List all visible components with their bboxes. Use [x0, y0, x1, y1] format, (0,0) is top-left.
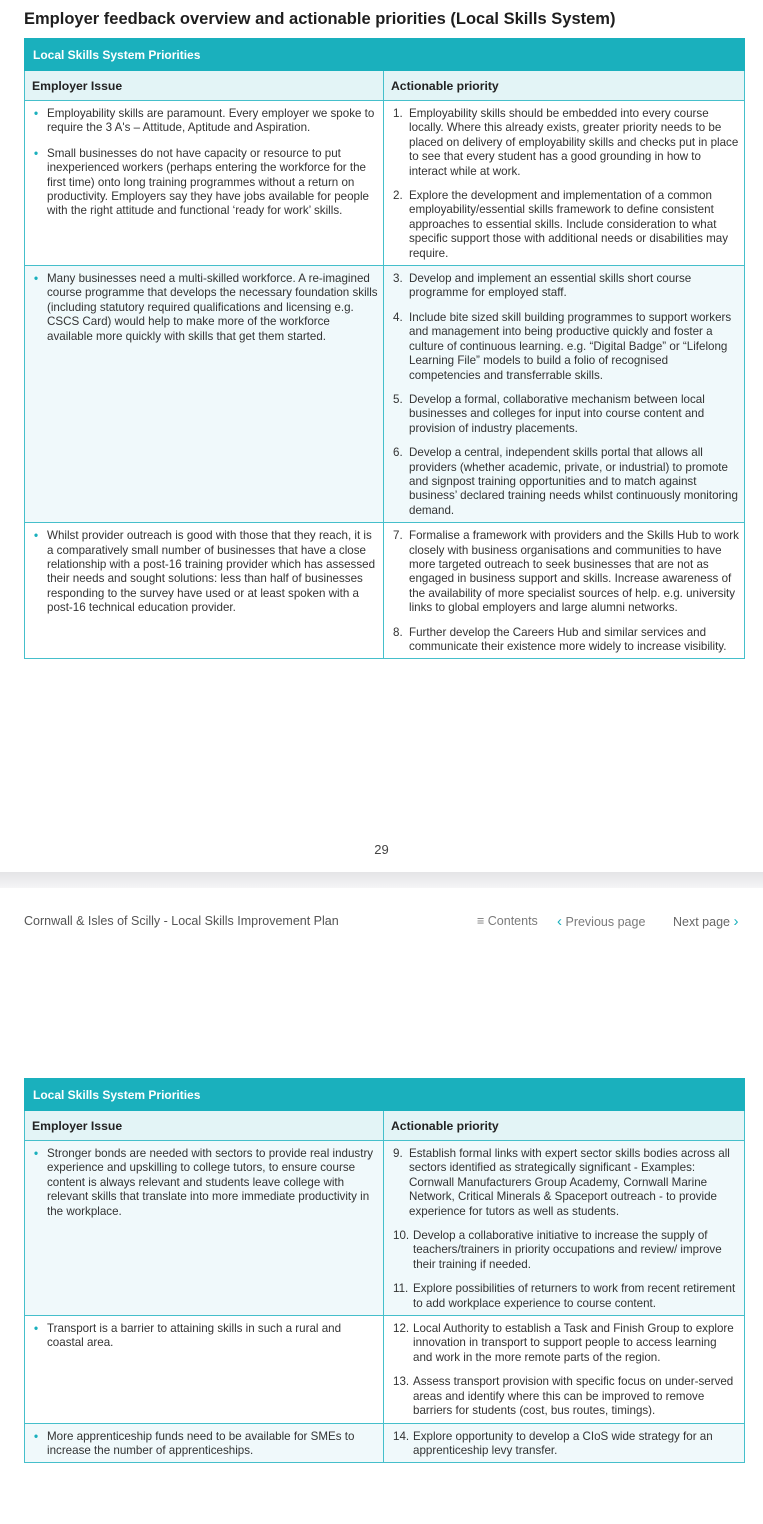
- chevron-left-icon: ‹: [557, 913, 562, 930]
- chevron-right-icon: ›: [733, 913, 739, 930]
- column-header-employer-issue: Employer Issue: [25, 1111, 384, 1141]
- priority-item: 9. Establish formal links with expert sector skills bodies across all sectors identified as strategically significant - Examples: Cornwall Manufacturers Group Academy, Cornwall Marine Network, Critical Minerals & Spaceport outreach - to provide experience for tutors as well as students.: [393, 1147, 730, 1218]
- column-header-actionable-priority: Actionable priority: [384, 1111, 745, 1141]
- priority-item: 7. Formalise a framework with providers and the Skills Hub to work closely with business organisations and communities to have more targeted outreach to seek businesses that are not as engaged in business support and skills. Increase awareness of the availability of more specialist sources of help. e.g. university links to global employers and large alumni networks.: [393, 529, 739, 615]
- next-page-link[interactable]: Next page ›: [673, 913, 739, 930]
- previous-page-link[interactable]: ‹ Previous page: [557, 913, 646, 930]
- priority-cell: [384, 266, 745, 523]
- table-row: [25, 1423, 745, 1463]
- table-row: [25, 1316, 745, 1423]
- column-header-actionable-priority: Actionable priority: [384, 71, 745, 101]
- issue-item: • Employability skills are paramount. Every employer we spoke to require the 3 A's – Attitude, Aptitude and Aspiration.: [34, 107, 375, 135]
- issue-item: • More apprenticeship funds need to be available for SMEs to increase the number of apprenticeships.: [34, 1429, 355, 1457]
- bullet-icon: •: [34, 529, 39, 543]
- priority-item: 2. Explore the development and implementation of a common employability/essential skills framework to define consistent approaches to essential skills. Include consideration to what specific support those with additional needs or disabilities may require.: [393, 189, 728, 260]
- priority-item: 12. Local Authority to establish a Task and Finish Group to explore innovation in transport to support people to access learning and work in the more remote parts of the region.: [393, 1322, 734, 1364]
- priorities-table: [24, 1078, 745, 1463]
- bullet-icon: •: [34, 1322, 39, 1336]
- issue-item: • Small businesses do not have capacity or resource to put inexperienced workers (perhaps entering the workforce for the first time) onto long training programmes without a return on productivity. Employers say they have jobs available for people with the right attitude and functional ‘ready for work’ skills.: [34, 146, 370, 218]
- page-divider: [0, 872, 763, 888]
- priority-item: 14. Explore opportunity to develop a CIoS wide strategy for an apprenticeship levy transfer.: [393, 1429, 713, 1457]
- priorities-table: [24, 38, 745, 659]
- bullet-icon: •: [34, 272, 39, 286]
- issue-item: • Many businesses need a multi-skilled workforce. A re-imagined course programme that develops the necessary foundation skills (including statutory required qualifications and licensing e.g. CSCS Card) would help to make more of the workforce available more quickly with skills that get them started.: [34, 272, 378, 343]
- table-row: [25, 101, 745, 266]
- page-nav-bar: [0, 906, 763, 936]
- page-number: 29: [374, 842, 389, 857]
- issue-item: • Stronger bonds are needed with sectors to provide real industry experience and upskilling to college tutors, to ensure course content is always relevant and students leave college with relevant skills that translate into more immediate productivity in the workplace.: [34, 1147, 374, 1218]
- document-title: Cornwall & Isles of Scilly - Local Skills Improvement Plan: [24, 914, 339, 928]
- issue-cell: [25, 523, 384, 659]
- issue-cell: [25, 1316, 384, 1423]
- priority-item: 5. Develop a formal, collaborative mechanism between local businesses and colleges for input into course content and provision of industry placements.: [393, 392, 705, 435]
- priority-item: 1. Employability skills should be embedded into every course locally. Where this already exists, greater priority needs to be placed on delivery of employability skills and checks put in place to see that every student has a good grounding in how to interact while at work.: [393, 107, 739, 178]
- table-banner: Local Skills System Priorities: [25, 39, 745, 71]
- page-title: Employer feedback overview and actionable priorities (Local Skills System): [24, 10, 616, 28]
- issue-cell: [25, 1141, 384, 1316]
- priority-item: 8. Further develop the Careers Hub and similar services and communicate their existence more widely to increase visibility.: [393, 625, 727, 653]
- bullet-icon: •: [34, 1429, 39, 1443]
- priority-item: 6. Develop a central, independent skills portal that allows all providers (whether academic, private, or industrial) to promote and signpost training opportunities and to match against business’ declared training needs whilst continuously monitoring demand.: [393, 446, 738, 517]
- table-banner: Local Skills System Priorities: [25, 1079, 745, 1111]
- issue-cell: [25, 266, 384, 523]
- bullet-icon: •: [34, 146, 39, 160]
- table-row: [25, 523, 745, 659]
- column-header-employer-issue: Employer Issue: [25, 71, 384, 101]
- issue-cell: [25, 1423, 384, 1463]
- bullet-icon: •: [34, 1147, 39, 1160]
- priority-cell: [384, 101, 745, 266]
- table-row: [25, 1141, 745, 1316]
- issue-item: • Transport is a barrier to attaining skills in such a rural and coastal area.: [34, 1322, 342, 1350]
- priority-item: 13. Assess transport provision with specific focus on under-served areas and identify where this can be improved to remove barriers for students (cost, bus routes, timings).: [393, 1375, 734, 1418]
- priority-item: 4. Include bite sized skill building programmes to support workers and management into being productive quickly and foster a culture of continuous learning. e.g. “Digital Badge” or “Lifelong Learning File” models to build a folio of recognised competencies and transferrable skills.: [393, 310, 732, 382]
- contents-link[interactable]: ≡ Contents: [477, 914, 538, 928]
- issue-cell: [25, 101, 384, 266]
- table-row: [25, 266, 745, 523]
- priority-cell: [384, 1423, 745, 1463]
- priority-cell: [384, 1141, 745, 1316]
- issue-item: • Whilst provider outreach is good with those that they reach, it is a comparatively small number of businesses that have a close relationship with a post-16 training provider which has assessed their needs and sought solutions: less than half of businesses responding to the survey have used or at least spoken with a post-16 technical education provider.: [34, 529, 376, 615]
- bullet-icon: •: [34, 107, 39, 120]
- priority-item: 11. Explore possibilities of returners to work from recent retirement to add workplace experience to course content.: [393, 1282, 736, 1310]
- priority-cell: [384, 523, 745, 659]
- priority-item: 10. Develop a collaborative initiative to increase the supply of teachers/trainers in priority occupations and review/ improve their training if needed.: [393, 1229, 722, 1271]
- priority-item: 3. Develop and implement an essential skills short course programme for employed staff.: [393, 272, 692, 300]
- menu-icon: ≡: [477, 914, 488, 928]
- priority-cell: [384, 1316, 745, 1423]
